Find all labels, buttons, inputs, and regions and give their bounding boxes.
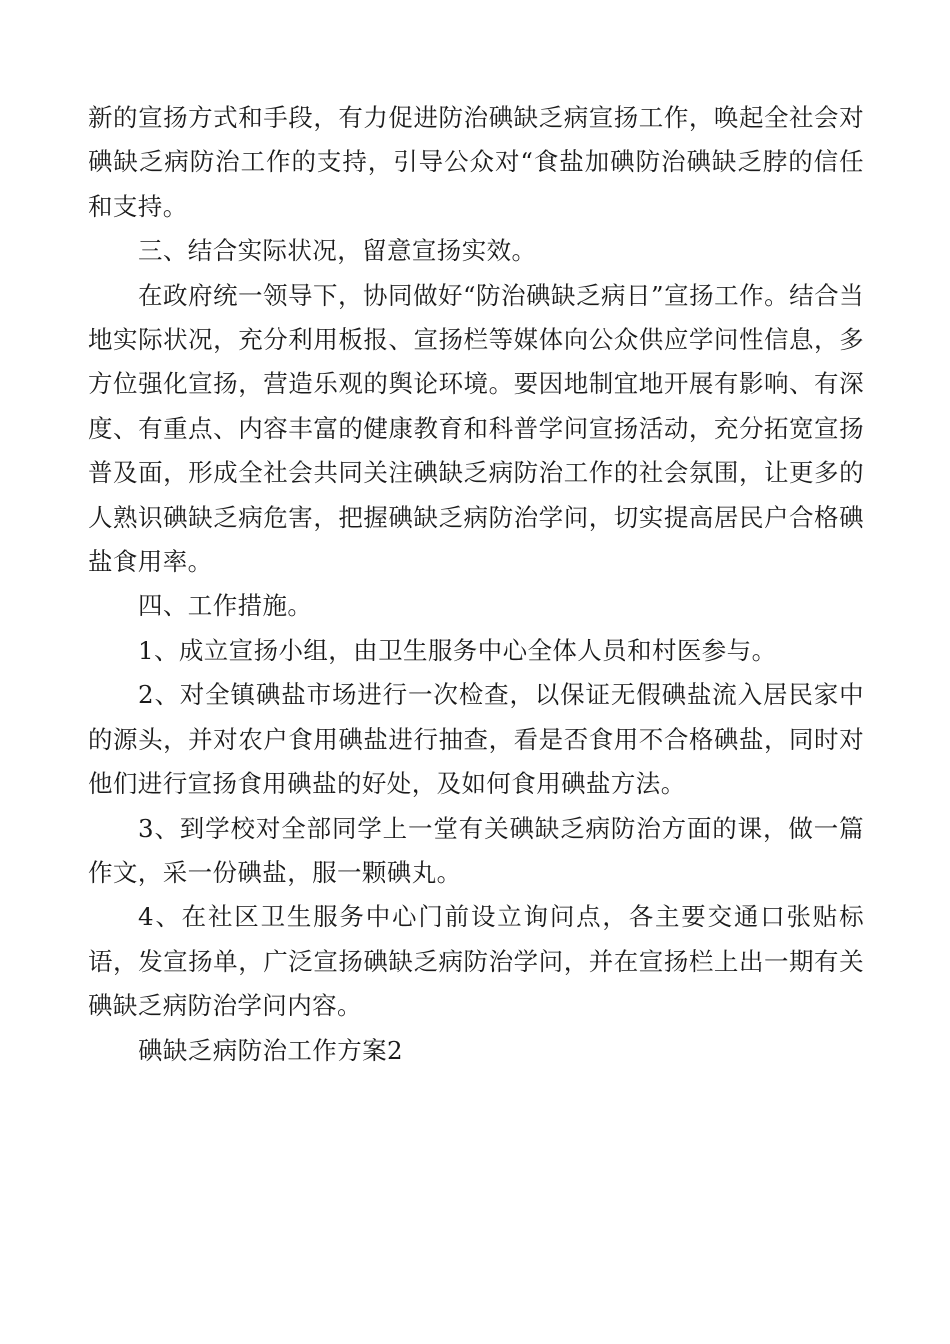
measure-item-2: 2、对全镇碘盐市场进行一次检查，以保证无假碘盐流入居民家中的源头，并对农户食用碘盐进行抽查，看是否食用不合格碘盐，同时对他们进行宣扬食用碘盐的好处，及如何食用碘盐方法。 <box>88 680 864 799</box>
section-heading-4: 四、工作措施。 <box>138 591 313 621</box>
measure-item-1: 1、成立宣扬小组，由卫生服务中心全体人员和村医参与。 <box>138 635 777 665</box>
paragraph-publicity: 在政府统一领导下，协同做好“防治碘缺乏病日”宣扬工作。结合当地实际状况，充分利用板报、宣扬栏等媒体向公众供应学问性信息，多方位强化宣扬，营造乐观的舆论环境。要因地制宜地开展有影响、有深度、有重点、内容丰富的健康教育和科普学问宣扬活动，充分拓宽宣扬普及面，形成全社会共同关注碘缺乏病防治工作的社会氛围，让更多的人熟识碘缺乏病危害，把握碘缺乏病防治学问，切实提高居民户合格碘盐食用率。 <box>88 280 864 577</box>
paragraph-continuation: 新的宣扬方式和手段，有力促进防治碘缺乏病宣扬工作，唤起全社会对碘缺乏病防治工作的支持，引导公众对“食盐加碘防治碘缺乏脖的信任和支持。 <box>88 103 864 221</box>
next-document-title: 碘缺乏病防治工作方案2 <box>138 1035 403 1065</box>
measure-item-3: 3、到学校对全部同学上一堂有关碘缺乏病防治方面的课，做一篇作文，采一份碘盐，服一颗碘丸。 <box>88 813 864 887</box>
measure-item-4: 4、在社区卫生服务中心门前设立询问点，各主要交通口张贴标语，发宣扬单，广泛宣扬碘缺乏病防治学问，并在宣扬栏上出一期有关碘缺乏病防治学问内容。 <box>88 902 864 1021</box>
document-body <box>88 96 864 1073</box>
section-heading-3: 三、结合实际状况，留意宣扬实效。 <box>138 236 537 266</box>
